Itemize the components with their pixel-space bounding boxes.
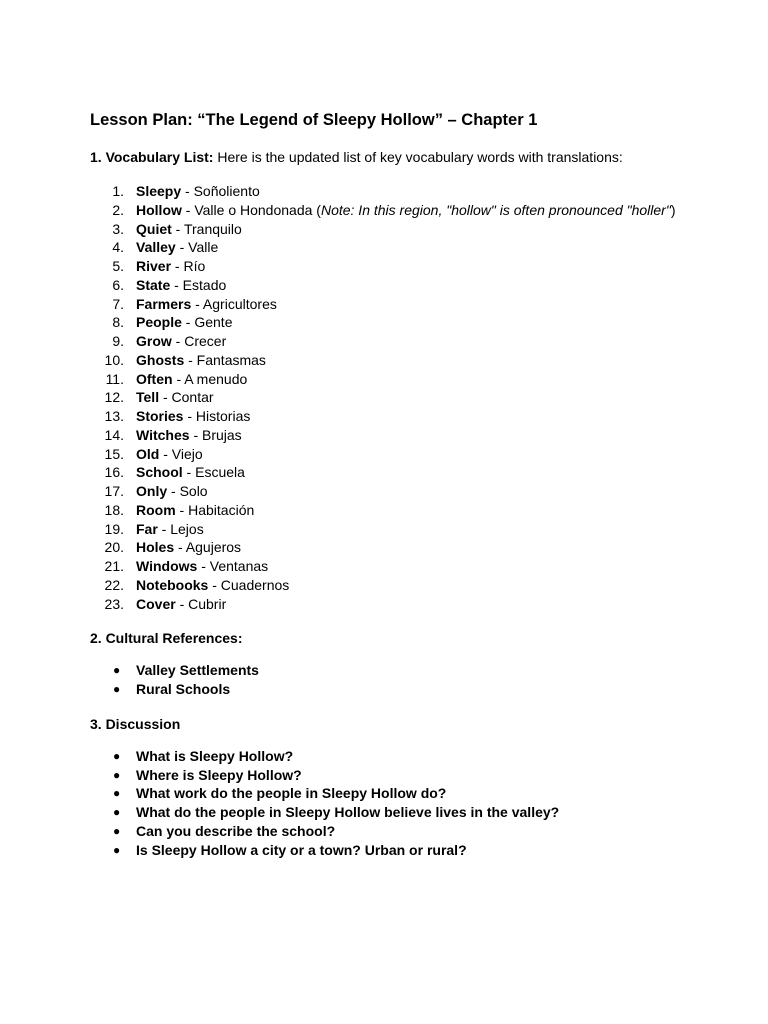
vocab-translation: - Habitación <box>175 501 255 518</box>
vocab-number: 6. <box>112 276 124 293</box>
vocab-item <box>90 182 730 201</box>
vocab-number: 3. <box>112 220 124 237</box>
vocab-translation: - Tranquilo <box>171 220 242 237</box>
vocab-number: 10. <box>104 351 124 368</box>
vocab-item <box>90 276 730 295</box>
page-title: Lesson Plan: “The Legend of Sleepy Hollow” – Chapter 1 <box>90 111 538 129</box>
cultural-item-text: Valley Settlements <box>136 662 259 679</box>
vocab-number: 1. <box>112 183 124 199</box>
vocab-word: Sleepy <box>136 183 182 199</box>
vocab-item <box>90 313 730 332</box>
vocab-item <box>90 463 730 482</box>
vocab-number: 12. <box>104 389 124 406</box>
vocab-item <box>90 201 730 220</box>
vocab-number: 18. <box>104 501 124 518</box>
vocab-word: Often <box>136 370 173 387</box>
vocab-item <box>90 501 730 520</box>
vocab-number: 15. <box>104 445 124 462</box>
vocab-translation: - Valle <box>175 239 219 256</box>
vocab-number: 23. <box>104 595 124 612</box>
vocab-translation: - Brujas <box>189 426 242 443</box>
vocab-item <box>90 426 730 445</box>
document-page <box>90 110 730 859</box>
vocab-translation: - Lejos <box>157 520 204 537</box>
vocab-note: Note: In this region, "hollow" is often pronounced "holler" <box>320 201 671 218</box>
cultural-item <box>90 661 730 680</box>
vocab-word: Stories <box>136 408 184 424</box>
vocab-item <box>90 370 730 389</box>
vocab-translation: - Historias <box>183 408 251 424</box>
vocab-item <box>90 557 730 576</box>
vocab-word: Tell <box>136 389 160 406</box>
vocab-item <box>90 595 730 614</box>
bullet-icon: ● <box>113 663 121 678</box>
vocab-item <box>90 388 730 407</box>
vocab-item <box>90 538 730 557</box>
vocab-item <box>90 482 730 501</box>
vocab-translation: - Gente <box>181 314 233 331</box>
vocab-word: Hollow <box>136 201 182 218</box>
vocab-word: Farmers <box>136 295 192 312</box>
vocab-word: River <box>136 258 172 274</box>
cultural-heading-row <box>90 629 730 647</box>
vocab-number: 17. <box>104 483 124 499</box>
vocab-translation: - Cubrir <box>175 595 227 612</box>
bullet-icon: ● <box>113 682 121 696</box>
vocab-translation: - Agricultores <box>191 295 277 312</box>
vocab-word: Cover <box>136 595 176 612</box>
discussion-item-text: Where is Sleepy Hollow? <box>136 766 302 783</box>
vocab-word: State <box>136 276 171 293</box>
vocab-number: 2. <box>112 201 124 218</box>
discussion-list <box>90 747 730 860</box>
vocab-word: Holes <box>136 539 175 556</box>
vocab-item <box>90 351 730 370</box>
vocab-number: 14. <box>104 426 124 443</box>
cultural-item-text: Rural Schools <box>136 681 231 697</box>
vocab-word: Room <box>136 501 176 518</box>
vocab-translation: - Crecer <box>171 333 227 349</box>
vocab-word: Windows <box>136 558 198 574</box>
vocab-item <box>90 520 730 539</box>
vocab-translation: - Fantasmas <box>184 351 266 368</box>
vocab-number: 16. <box>104 464 124 481</box>
vocab-number: 22. <box>104 576 124 593</box>
bullet-icon: ● <box>113 805 121 819</box>
vocab-translation: - Agujeros <box>174 539 242 556</box>
vocab-translation: - Cuadernos <box>208 576 290 593</box>
bullet-icon: ● <box>113 748 121 763</box>
vocab-translation: - Río <box>171 258 206 274</box>
vocab-translation: - Soñoliento <box>181 183 260 199</box>
vocab-translation: - A menudo <box>172 370 248 387</box>
vocab-item <box>90 445 730 464</box>
vocabulary-heading: 1. Vocabulary List: <box>90 149 214 165</box>
bullet-icon: ● <box>113 823 121 838</box>
vocab-number: 4. <box>112 239 124 256</box>
cultural-list <box>90 661 730 699</box>
cultural-heading: 2. Cultural References: <box>90 630 243 647</box>
vocab-translation: - Viejo <box>159 445 203 462</box>
vocab-number: 11. <box>105 370 124 387</box>
vocab-note-close: ) <box>670 201 676 218</box>
vocabulary-list <box>90 182 730 613</box>
vocab-number: 21. <box>104 558 124 574</box>
vocab-word: Ghosts <box>136 351 185 368</box>
discussion-item <box>90 803 730 822</box>
vocab-item <box>90 220 730 239</box>
vocab-translation: - Solo <box>167 483 208 499</box>
vocabulary-intro <box>90 148 730 166</box>
vocab-number: 8. <box>112 314 124 331</box>
vocab-translation: - Valle o Hondonada ( <box>181 201 321 218</box>
vocab-word: Old <box>136 445 160 462</box>
vocab-word: Grow <box>136 333 172 349</box>
vocab-item <box>90 407 730 426</box>
discussion-item <box>90 766 730 785</box>
discussion-item <box>90 747 730 766</box>
vocabulary-intro-text: Here is the updated list of key vocabulary words with translations: <box>213 149 623 165</box>
discussion-item-text: Can you describe the school? <box>136 822 336 839</box>
discussion-heading: 3. Discussion <box>90 715 181 732</box>
vocab-number: 5. <box>112 258 124 274</box>
cultural-item <box>90 680 730 699</box>
vocab-translation: - Ventanas <box>197 558 269 574</box>
vocab-word: Quiet <box>136 220 172 237</box>
vocab-item <box>90 295 730 314</box>
bullet-icon: ● <box>113 842 121 857</box>
vocab-word: People <box>136 314 182 331</box>
vocab-word: Only <box>136 483 168 499</box>
discussion-item-text: Is Sleepy Hollow a city or a town? Urban or rural? <box>136 841 467 858</box>
bullet-icon: ● <box>113 786 121 801</box>
vocab-number: 19. <box>104 520 124 537</box>
vocab-word: Notebooks <box>136 576 209 593</box>
discussion-item <box>90 784 730 803</box>
vocab-item <box>90 257 730 276</box>
discussion-item <box>90 841 730 860</box>
vocab-translation: - Escuela <box>182 464 245 481</box>
vocab-number: 9. <box>112 333 124 349</box>
discussion-heading-row <box>90 715 730 733</box>
vocab-translation: - Contar <box>159 389 214 406</box>
discussion-item <box>90 822 730 841</box>
vocab-translation: - Estado <box>170 276 227 293</box>
vocab-number: 20. <box>104 539 124 556</box>
bullet-icon: ● <box>113 767 121 782</box>
discussion-item-text: What work do the people in Sleepy Hollow do? <box>136 785 447 802</box>
vocab-word: Valley <box>136 239 176 256</box>
vocab-word: Witches <box>136 426 190 443</box>
vocab-item <box>90 576 730 595</box>
vocab-item <box>90 332 730 351</box>
vocab-item <box>90 238 730 257</box>
vocab-number: 13. <box>104 408 124 424</box>
vocab-number: 7. <box>112 295 124 312</box>
vocab-word: Far <box>136 520 158 537</box>
vocab-word: School <box>136 464 183 481</box>
discussion-item-text: What is Sleepy Hollow? <box>136 747 294 764</box>
discussion-item-text: What do the people in Sleepy Hollow believe lives in the valley? <box>136 804 560 820</box>
